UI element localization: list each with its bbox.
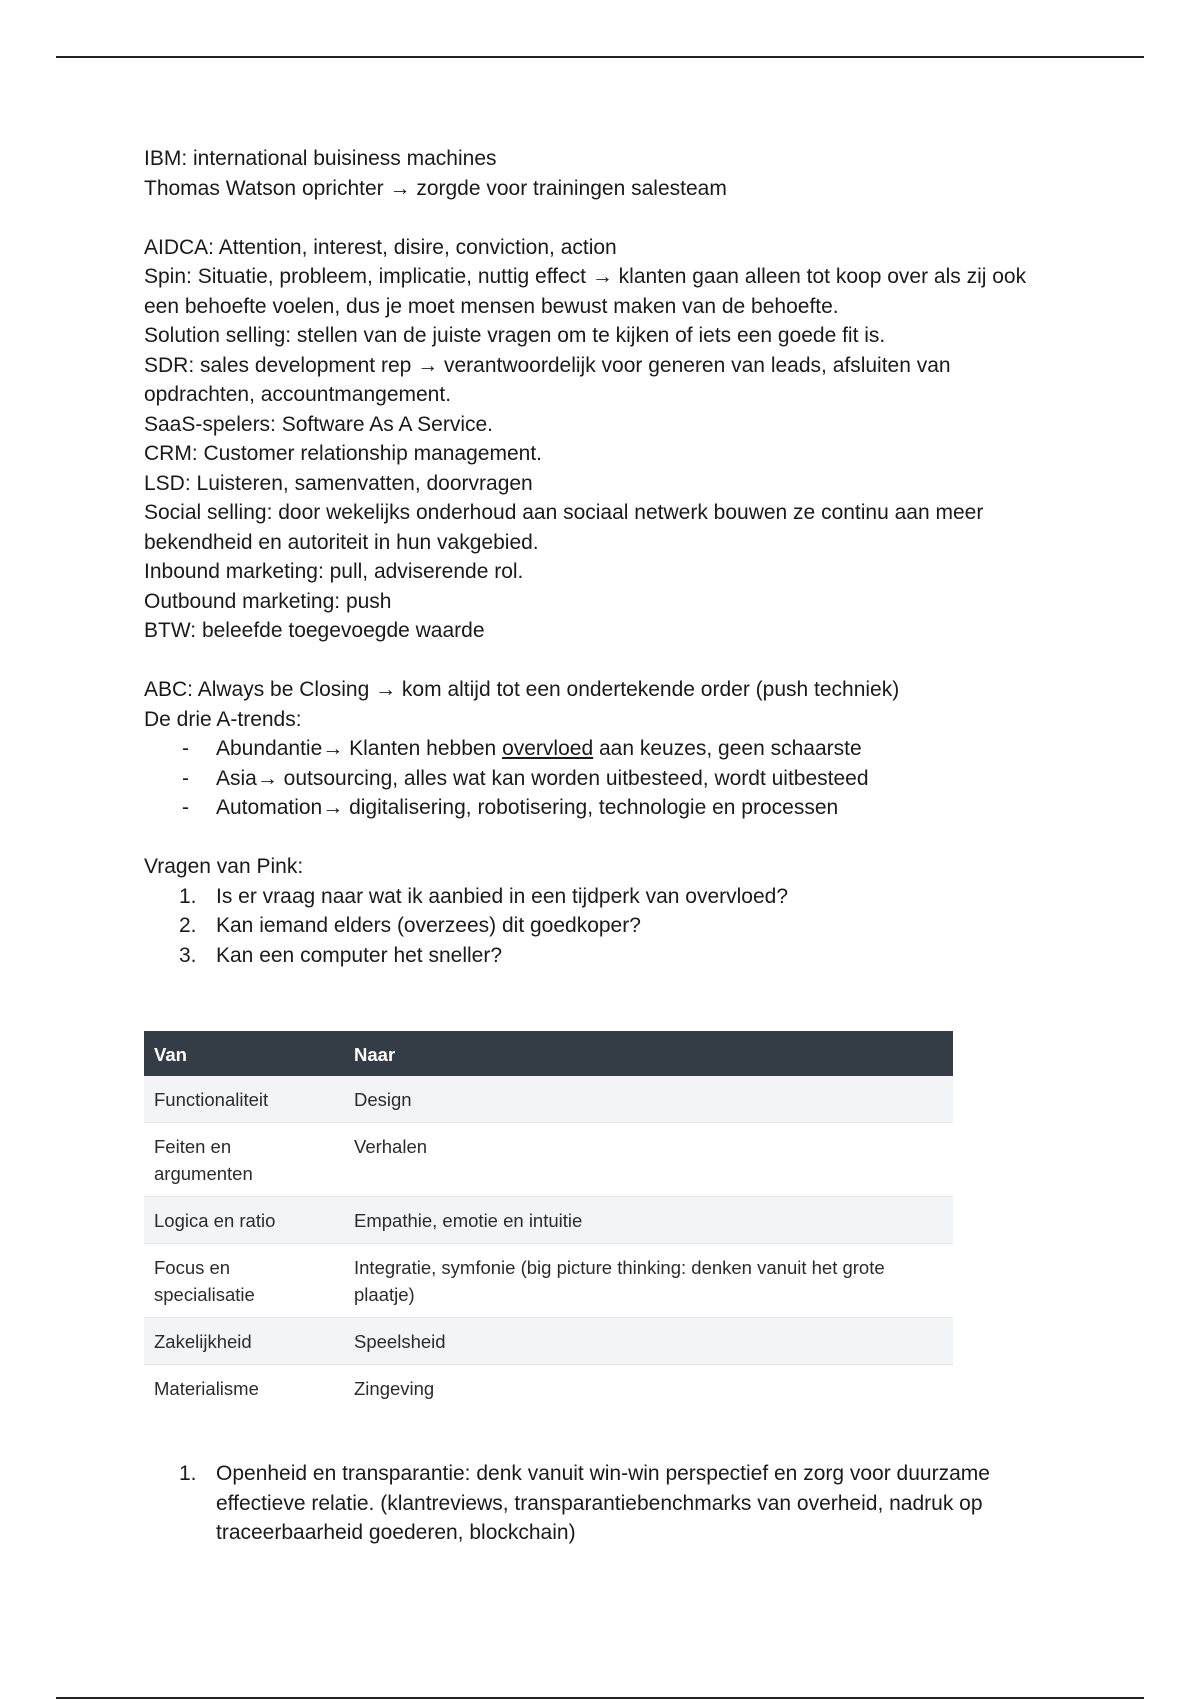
van-naar-table [144, 1031, 953, 1411]
term-line: SDR: sales development rep → verantwoordelijk voor generen van leads, afsluiten van opdrachten, accountmangement. [144, 353, 951, 406]
term-line: Inbound marketing: pull, adviserende rol. [144, 560, 524, 583]
column-header-van: Van [144, 1031, 344, 1076]
numbered-list [144, 1459, 1044, 1548]
table-cell: Focus en specialisatie [144, 1244, 344, 1318]
table-cell: Empathie, emotie en intuitie [344, 1197, 953, 1244]
column-header-naar: Naar [344, 1031, 953, 1076]
term-line: Solution selling: stellen van de juiste vragen om te kijken of iets een goede fit is. [144, 324, 886, 347]
table-row [144, 1244, 953, 1318]
intro-line: IBM: international buisiness machines [144, 147, 497, 170]
spacer [144, 203, 1044, 233]
term-line: Outbound marketing: push [144, 589, 392, 613]
abc-line: ABC: Always be Closing → kom altijd tot een ondertekende order (push techniek) [144, 678, 900, 701]
footer-rule [56, 1697, 1144, 1699]
table-cell: Zakelijkheid [144, 1318, 344, 1365]
list-item: 2. Kan iemand elders (overzees) dit goedkoper? [179, 914, 641, 937]
table-cell: Logica en ratio [144, 1197, 344, 1244]
list-item: - Automation→ digitalisering, robotisering, technologie en processen [144, 793, 1044, 823]
spacer [144, 646, 1044, 676]
underlined-word: overvloed [502, 737, 594, 760]
term-line: Social selling: door wekelijks onderhoud aan sociaal netwerk bouwen ze continu aan meer bekendheid en autoriteit in hun vakgebied. [144, 501, 984, 554]
table-row [144, 1076, 953, 1123]
list-item: 3. Kan een computer het sneller? [179, 943, 503, 967]
term-line: Spin: Situatie, probleem, implicatie, nuttig effect → klanten gaan alleen tot koop over als zij ook een behoefte voelen, dus je moet mensen bewust maken van de behoefte. [144, 265, 1027, 318]
term-line: LSD: Luisteren, samenvatten, doorvragen [144, 471, 533, 495]
pink-questions-list [144, 882, 1044, 971]
table-cell: Functionaliteit [144, 1076, 344, 1123]
table-row [144, 1197, 953, 1244]
table-cell: Integratie, symfonie (big picture thinking: denken vanuit het grote plaatje) [344, 1244, 953, 1318]
spacer [144, 823, 1044, 853]
document-body [144, 144, 1044, 970]
term-line: BTW: beleefde toegevoegde waarde [144, 619, 485, 642]
pink-heading: Vragen van Pink: [144, 855, 304, 878]
list-item: - Asia→ outsourcing, alles wat kan worden uitbesteed, wordt uitbesteed [144, 764, 1044, 794]
table-cell: Verhalen [344, 1123, 953, 1197]
header-rule [56, 56, 1144, 58]
table-cell: Feiten en argumenten [144, 1123, 344, 1197]
table-header-row [144, 1031, 953, 1076]
table-cell: Zingeving [344, 1365, 953, 1412]
term-line: AIDCA: Attention, interest, disire, conviction, action [144, 235, 617, 259]
table-row [144, 1123, 953, 1197]
bottom-numbered-list [144, 1459, 1044, 1548]
table-row [144, 1365, 953, 1412]
van-naar-table-wrapper [144, 1031, 953, 1411]
list-item: 1. Is er vraag naar wat ik aanbied in een tijdperk van overvloed? [179, 884, 789, 908]
table-cell: Speelsheid [344, 1318, 953, 1365]
list-item: 1. Openheid en transparantie: denk vanuit win-win perspectief en zorg voor duurzame effectieve relatie. (klantreviews, transparantiebenchmarks van overheid, nadruk op traceerbaarheid goederen, blockchain) [179, 1462, 990, 1544]
a-trends-heading: De drie A-trends: [144, 707, 302, 731]
term-line: SaaS-spelers: Software As A Service. [144, 412, 494, 436]
table-cell: Design [344, 1076, 953, 1123]
intro-line: Thomas Watson oprichter → zorgde voor trainingen salesteam [144, 176, 727, 200]
table-row [144, 1318, 953, 1365]
list-item: - Abundantie→ Klanten hebben overvloed aan keuzes, geen schaarste [144, 734, 1044, 764]
table-cell: Materialisme [144, 1365, 344, 1412]
term-line: CRM: Customer relationship management. [144, 442, 542, 465]
a-trends-list [144, 734, 1044, 823]
